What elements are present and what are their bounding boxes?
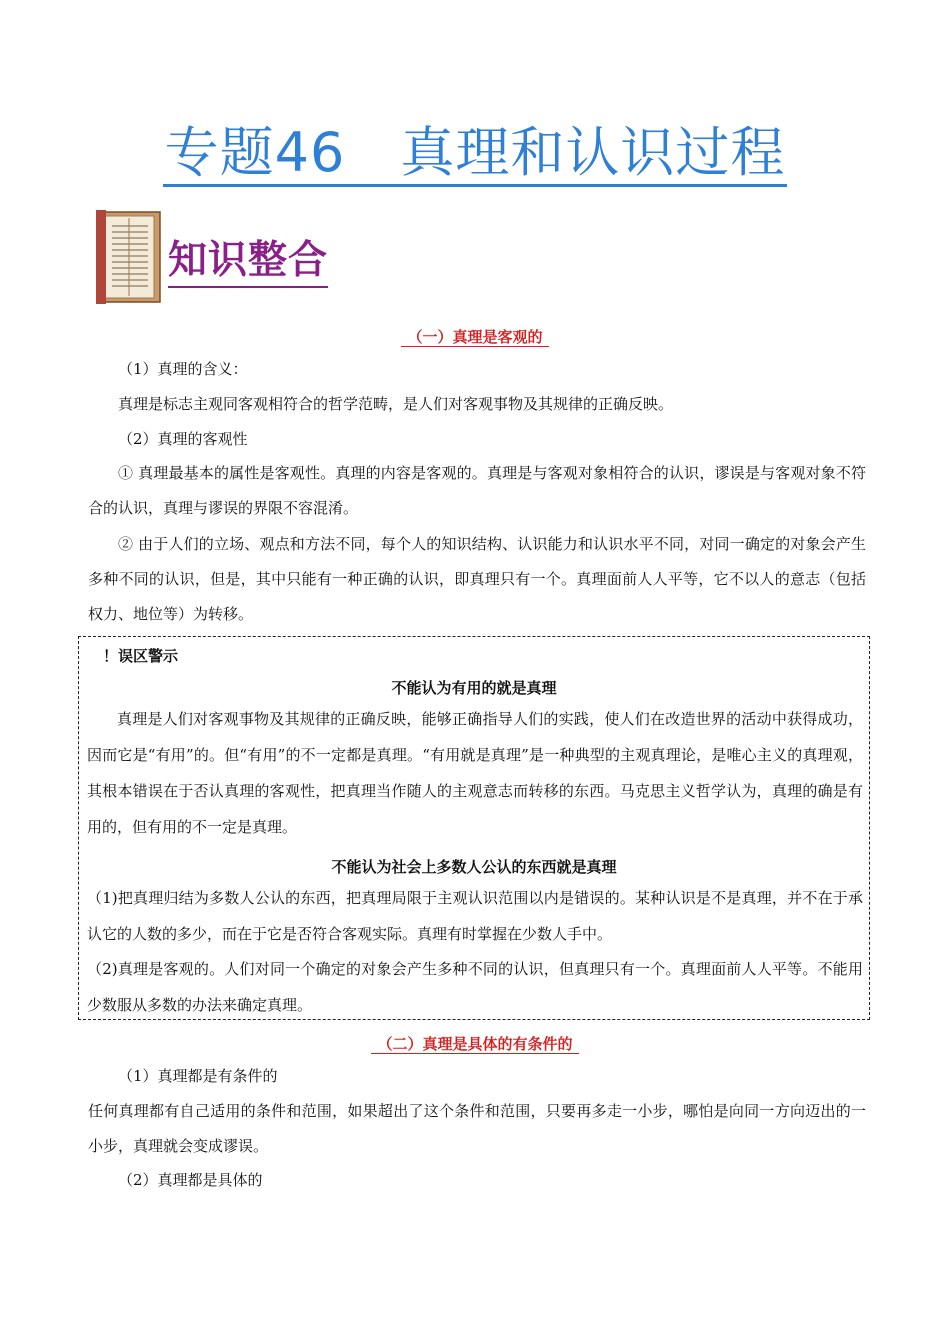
paragraph: （1）真理的含义： bbox=[118, 360, 248, 378]
banner-label: 知识整合 bbox=[168, 236, 328, 288]
warning-subtitle: 不能认为有用的就是真理 bbox=[391, 679, 557, 697]
paragraph: ② 由于人们的立场、观点和方法不同，每个人的知识结构、认识能力和认识水平不同，对同一确定的对象会产生多种不同的认识，但是，其中只能有一种正确的认识，即真理只有一个。真理面前人人平等，它不以人的意志（包括权力、地位等）为转移。 bbox=[88, 535, 866, 623]
paragraph: ① 真理最基本的属性是客观性。真理的内容是客观的。真理是与客观对象相符合的认识，谬误是与客观对象不符合的认识，真理与谬误的界限不容混淆。 bbox=[88, 464, 866, 517]
warning-paragraph: （1)把真理归结为多数人公认的东西，把真理局限于主观认识范围以内是错误的。某种认识是不是真理，并不在于承认它的人数的多少，而在于它是否符合客观实际。真理有时掌握在少数人手中。 bbox=[87, 889, 863, 943]
paragraph: 真理是标志主观同客观相符合的哲学范畴，是人们对客观事物及其规律的正确反映。 bbox=[118, 395, 674, 413]
paragraph: （2）真理都是具体的 bbox=[118, 1171, 263, 1189]
warning-label: ！误区警示 bbox=[103, 647, 179, 665]
warning-subtitle: 不能认为社会上多数人公认的东西就是真理 bbox=[331, 858, 617, 876]
page-title bbox=[0, 118, 950, 188]
section-heading-text: （二）真理是具体的有条件的 bbox=[371, 1035, 578, 1054]
warning-paragraph: （2)真理是客观的。人们对同一个确定的对象会产生多种不同的认识，但真理只有一个。真理面前人人平等。不能用少数服从多数的办法来确定真理。 bbox=[87, 960, 863, 1014]
paragraph: （1）真理都是有条件的 bbox=[118, 1067, 278, 1085]
paragraph: 任何真理都有自己适用的条件和范围，如果超出了这个条件和范围，只要再多走一小步，哪怕是向同一方向迈出的一小步，真理就会变成谬误。 bbox=[88, 1102, 866, 1155]
paragraph: （2）真理的客观性 bbox=[118, 430, 248, 448]
warning-paragraph: 真理是人们对客观事物及其规律的正确反映，能够正确指导人们的实践，使人们在改造世界的活动中获得成功，因而它是“有用”的。但“有用”的不一定都是真理。“有用就是真理”是一种典型的主观真理论，是唯心主义的真理观，其根本错误在于否认真理的客观性，把真理当作随人的主观意志而转移的东西。马克思主义哲学认为，真理的确是有用的，但有用的不一定是真理。 bbox=[87, 710, 863, 836]
section-heading-text: （一）真理是客观的 bbox=[401, 328, 548, 347]
section-heading bbox=[0, 326, 950, 347]
warning-box bbox=[78, 636, 870, 1020]
title-text: 专题46 真理和认识过程 bbox=[163, 121, 788, 187]
section-heading bbox=[0, 1033, 950, 1054]
